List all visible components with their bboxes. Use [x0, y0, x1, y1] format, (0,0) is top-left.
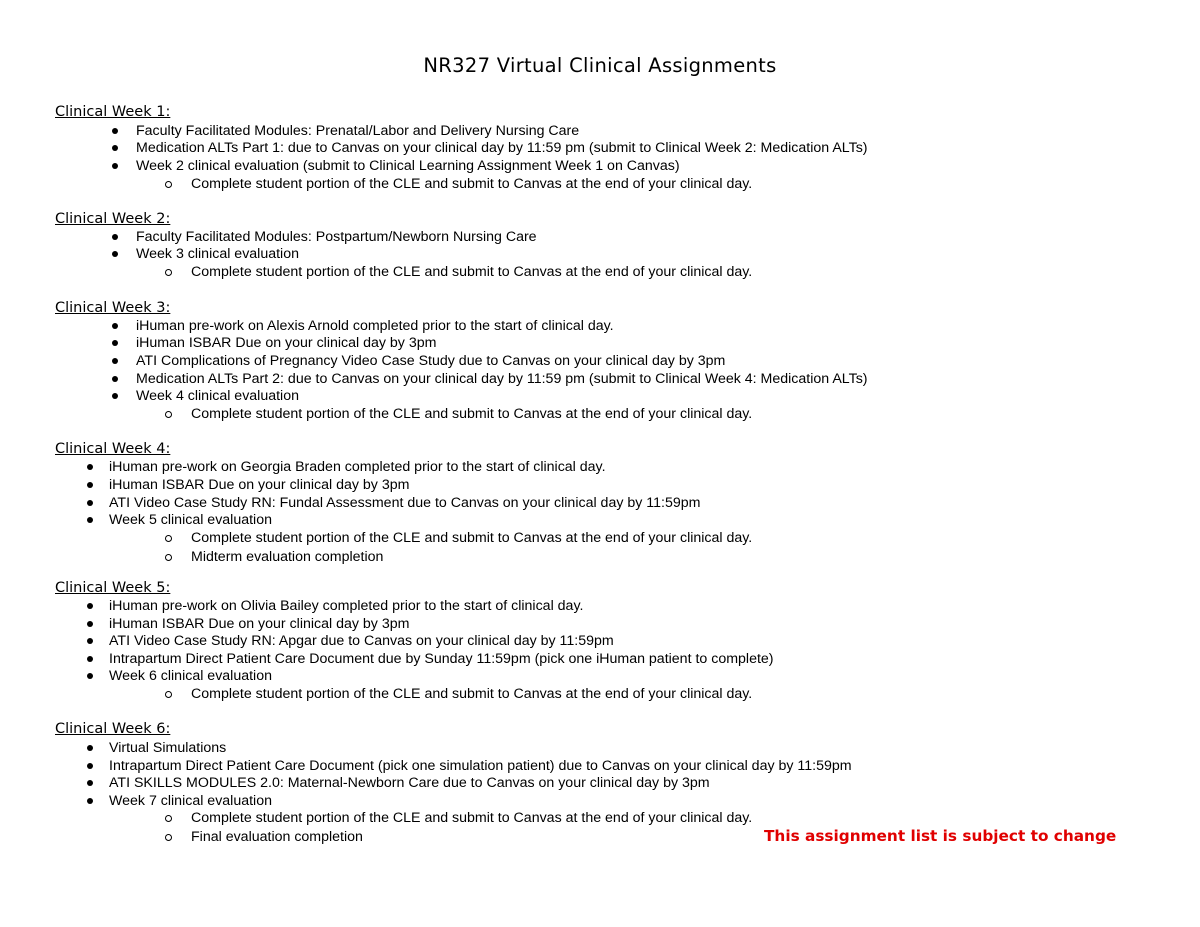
bullet-icon: [112, 163, 118, 169]
sub-list-item: Final evaluation completion: [191, 829, 363, 845]
list-item: ATI SKILLS MODULES 2.0: Maternal-Newborn Care due to Canvas on your clinical day by 3pm: [109, 775, 710, 791]
bullet-icon: [112, 323, 118, 329]
list-item: Medication ALTs Part 1: due to Canvas on your clinical day by 11:59 pm (submit to Clinical Week 2: Medication ALTs): [136, 140, 868, 156]
sub-list-item: Complete student portion of the CLE and submit to Canvas at the end of your clinical day.: [191, 686, 753, 702]
circle-bullet-icon: [165, 691, 172, 698]
week-heading: Clinical Week 4:: [55, 441, 171, 457]
list-item: Intrapartum Direct Patient Care Document due by Sunday 11:59pm (pick one iHuman patient to complete): [109, 651, 774, 667]
list-item: Virtual Simulations: [109, 740, 227, 756]
list-item: iHuman ISBAR Due on your clinical day by 3pm: [109, 477, 410, 493]
bullet-icon: [112, 340, 118, 346]
bullet-icon: [87, 745, 93, 751]
list-item: Week 3 clinical evaluation: [136, 246, 299, 262]
bullet-icon: [87, 656, 93, 662]
list-item: iHuman pre-work on Olivia Bailey completed prior to the start of clinical day.: [109, 598, 584, 614]
list-item: iHuman pre-work on Alexis Arnold completed prior to the start of clinical day.: [136, 318, 614, 334]
bullet-icon: [112, 393, 118, 399]
document-title: NR327 Virtual Clinical Assignments: [423, 54, 777, 77]
circle-bullet-icon: [165, 554, 172, 561]
week-heading: Clinical Week 1:: [55, 104, 171, 120]
list-item: ATI Video Case Study RN: Apgar due to Canvas on your clinical day by 11:59pm: [109, 633, 614, 649]
sub-list-item: Complete student portion of the CLE and submit to Canvas at the end of your clinical day.: [191, 406, 753, 422]
list-item: Intrapartum Direct Patient Care Document (pick one simulation patient) due to Canvas on your clinical day by 11:59pm: [109, 758, 852, 774]
bullet-icon: [87, 673, 93, 679]
list-item: iHuman pre-work on Georgia Braden completed prior to the start of clinical day.: [109, 459, 606, 475]
bullet-icon: [112, 128, 118, 134]
circle-bullet-icon: [165, 535, 172, 542]
bullet-icon: [87, 482, 93, 488]
bullet-icon: [87, 780, 93, 786]
list-item: Week 2 clinical evaluation (submit to Clinical Learning Assignment Week 1 on Canvas): [136, 158, 680, 174]
circle-bullet-icon: [165, 834, 172, 841]
bullet-icon: [87, 763, 93, 769]
circle-bullet-icon: [165, 269, 172, 276]
bullet-icon: [87, 621, 93, 627]
bullet-icon: [87, 638, 93, 644]
bullet-icon: [112, 376, 118, 382]
week-heading: Clinical Week 3:: [55, 300, 171, 316]
list-item: Faculty Facilitated Modules: Prenatal/Labor and Delivery Nursing Care: [136, 123, 580, 139]
list-item: ATI Video Case Study RN: Fundal Assessment due to Canvas on your clinical day by 11:59pm: [109, 495, 701, 511]
sub-list-item: Midterm evaluation completion: [191, 549, 384, 565]
bullet-icon: [112, 358, 118, 364]
list-item: ATI Complications of Pregnancy Video Case Study due to Canvas on your clinical day by 3pm: [136, 353, 726, 369]
list-item: Week 5 clinical evaluation: [109, 512, 272, 528]
bullet-icon: [112, 251, 118, 257]
bullet-icon: [112, 234, 118, 240]
circle-bullet-icon: [165, 815, 172, 822]
list-item: Faculty Facilitated Modules: Postpartum/Newborn Nursing Care: [136, 229, 537, 245]
bullet-icon: [87, 464, 93, 470]
list-item: iHuman ISBAR Due on your clinical day by 3pm: [136, 335, 437, 351]
list-item: Medication ALTs Part 2: due to Canvas on your clinical day by 11:59 pm (submit to Clinical Week 4: Medication ALTs): [136, 371, 868, 387]
week-heading: Clinical Week 5:: [55, 580, 171, 596]
sub-list-item: Complete student portion of the CLE and submit to Canvas at the end of your clinical day.: [191, 264, 753, 280]
circle-bullet-icon: [165, 411, 172, 418]
week-heading: Clinical Week 6:: [55, 721, 171, 737]
bullet-icon: [87, 500, 93, 506]
list-item: Week 7 clinical evaluation: [109, 793, 272, 809]
sub-list-item: Complete student portion of the CLE and submit to Canvas at the end of your clinical day.: [191, 810, 753, 826]
bullet-icon: [87, 798, 93, 804]
sub-list-item: Complete student portion of the CLE and submit to Canvas at the end of your clinical day.: [191, 176, 753, 192]
change-notice: This assignment list is subject to change: [764, 827, 1117, 845]
sub-list-item: Complete student portion of the CLE and submit to Canvas at the end of your clinical day.: [191, 530, 753, 546]
bullet-icon: [87, 603, 93, 609]
circle-bullet-icon: [165, 181, 172, 188]
week-heading: Clinical Week 2:: [55, 211, 171, 227]
bullet-icon: [112, 145, 118, 151]
list-item: iHuman ISBAR Due on your clinical day by 3pm: [109, 616, 410, 632]
bullet-icon: [87, 517, 93, 523]
list-item: Week 4 clinical evaluation: [136, 388, 299, 404]
list-item: Week 6 clinical evaluation: [109, 668, 272, 684]
